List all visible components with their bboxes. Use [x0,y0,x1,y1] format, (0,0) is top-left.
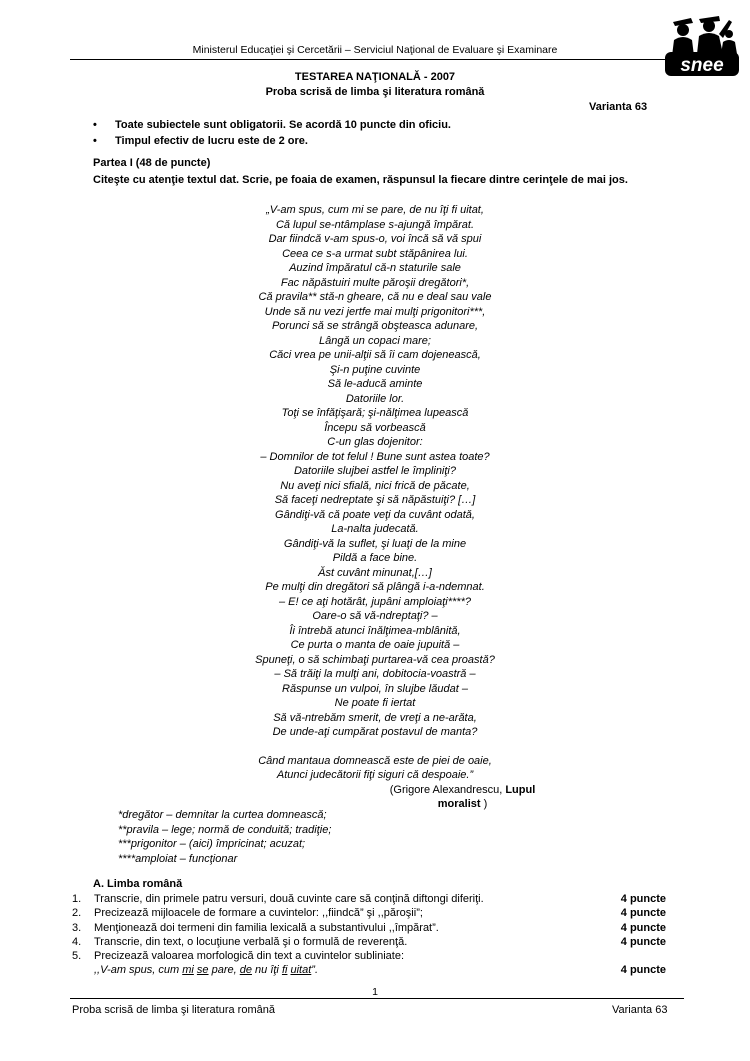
poem-line: Fac năpăstuiri multe păroşii dregători*, [280,276,470,289]
poem-line: Pildă a face bine. [332,552,418,564]
task-item [72,921,666,935]
note-item: **pravila – lege; normă de conduită; tradiţie; [118,823,332,836]
part1-heading: Partea I (48 de puncte) [93,157,211,169]
poem-text [200,203,550,812]
poem-line: Şi-n puţine cuvinte [329,363,421,376]
poem-line: Lângă un copaci mare; [319,334,431,347]
poem-line: Ăst cuvânt minunat,[…] [318,566,432,579]
author-suffix: ) [480,798,488,810]
rules-list [93,117,451,149]
poem-line: Toţi se înfăţişară; şi-nălţimea lupească [281,407,469,419]
quote-part: ,,V-am spus, cum [94,964,183,977]
underlined-word: mi [182,964,194,977]
variant-label: Varianta 63 [589,101,648,113]
task-item [72,935,666,949]
footer-divider [70,998,684,999]
poem-line: Să faceţi nedreptate şi să năpăstuiţi? […] [274,494,476,506]
quote-part: ”. [311,964,319,977]
poem-line: Oare-o să vă-ndreptaţi? – [312,610,438,622]
poem-line: De unde-aţi cumpărat postavul de manta? [272,726,478,738]
task-text: Precizează valoarea morfologică din text a cuvintelor subliniate: [94,950,404,963]
poem-ending-line: Când mantaua domnească este de piei de oaie, [258,754,492,767]
note-item: ***prigonitor – (aici) împricinat; acuzat; [118,838,306,850]
poem-line: Să le-aducă aminte [327,378,423,390]
poem-line: Să vă-ntrebăm smerit, de vreţi a ne-arăta, [273,711,477,724]
poem-title: Lupul moralist [437,783,536,810]
poem-line: Ce purta o manta de oaie jupuită – [290,639,460,651]
poem-line: Nu aveţi nici sfială, nici frică de păcate, [280,479,470,492]
footer-exam-name: Proba scrisă de limba şi literatura română [72,1004,275,1016]
poem-line: Că pravila** stă-n gheare, că nu e deal sau vale [258,291,492,303]
rule-item: • Toate subiectele sunt obligatorii. Se acordă 10 puncte din oficiu. [93,117,451,133]
author-prefix: (Grigore Alexandrescu, [389,783,506,796]
task-item [72,892,666,906]
poem-line: Unde să nu vezi jertfe mai mulţi prigonitori***, [264,305,486,318]
task-text: Precizează mijloacele de formare a cuvintelor: ,,fiindcă” şi ,,păroşii”; [94,907,423,920]
task-points: 4 puncte [620,935,666,948]
glossary-notes [118,808,331,866]
poem-ending-line: Atunci judecătorii fiţi siguri că despoaie.” [276,769,474,781]
part1-instructions: Citeşte cu atenţie textul dat. Scrie, pe foaia de examen, răspunsul la fiecare dintre cerinţele de mai jos. [93,174,628,186]
svg-text:snee: snee [680,55,724,76]
poem-line: Că lupul se-ntâmplase s-ajungă împărat. [275,218,475,231]
poem-line: Spuneţi, o să schimbaţi purtarea-vă cea proastă? [255,653,495,666]
task-number: 1. [72,893,82,905]
poem-line: Ceea ce s-a urmat subt stăpânirea lui. [282,247,468,260]
poem-line: Auzind împăratul că-n staturile sale [289,262,461,274]
note-item: *dregător – demnitar la curtea domnească; [118,809,327,821]
exam-subtitle: Proba scrisă de limba şi literatura română [265,86,485,98]
quote-part: nu îţi [251,964,282,977]
poem-line: Răspunse un vulpoi, în slujbe lăudat – [282,682,468,695]
poem-line: Ne poate fi iertat [334,697,416,709]
task-number: 2. [72,907,82,920]
poem-stanza-gap [200,740,550,754]
task-text: Menţionează doi termeni din familia lexicală a substantivului ,,împărat”. [94,921,439,934]
poem-line: Începu să vorbească [324,421,426,434]
task-list [72,892,666,978]
task-item [72,949,666,978]
poem-line: Datoriile lor. [345,392,405,405]
task-item [72,906,666,920]
exam-title: TESTAREA NAŢIONALĂ - 2007 [294,71,456,83]
task-points: 4 puncte [620,893,666,905]
task5-quote [94,963,666,977]
poem-line: Pe mulţi din dregători să plângă i-a-ndemnat. [265,581,485,593]
underlined-word: se [196,964,209,977]
poem-line: Gândiţi-vă la suflet, şi luaţi de la mine [283,537,467,550]
underlined-word: fi [281,964,288,977]
task-number: 3. [72,921,82,934]
task-number: 4. [72,935,82,948]
poem-line: „V-am spus, cum mi se pare, de nu îţi fi uitat, [266,204,484,216]
task-points: 4 puncte [620,907,666,920]
header-divider [70,59,684,60]
note-item: ****amploiat – funcţionar [118,852,238,865]
poem-line: La-nalta judecată. [331,523,419,535]
page-number: 1 [372,986,378,998]
header-ministry: Ministerul Educaţiei şi Cercetării – Serviciul Naţional de Evaluare şi Examinare [192,44,558,56]
task-points: 4 puncte [620,921,666,934]
task-points: 4 puncte [620,964,666,977]
poem-line: Dar fiindcă v-am spus-o, voi încă să vă spui [268,233,482,245]
poem-line: – E! ce aţi hotărât, jupâni amploiaţi****? [278,595,471,608]
task-number: 5. [72,950,82,963]
poem-line: Îi întrebă atunci înălţimea-mblânită, [289,624,461,637]
poem-line: – Domnilor de tot felul ! Bune sunt astea toate? [260,450,490,463]
section-a-heading: A. Limba română [93,878,183,890]
underlined-word: uitat [290,964,312,977]
poem-line: Porunci să se strângă obşteasca adunare, [271,320,479,332]
poem-line: Datoriile slujbei astfel le împliniţi? [293,465,456,477]
poem-line: C-un glas dojenitor: [327,436,423,448]
poem-line: Gândiţi-vă că poate veţi da cuvânt odată, [275,508,475,521]
task-text: Transcrie, din primele patru versuri, două cuvinte care să conţină diftongi diferiţi. [94,893,484,905]
quote-part: pare, [208,964,240,977]
rule-item: • Timpul efectiv de lucru este de 2 ore. [93,133,451,149]
footer-variant: Varianta 63 [612,1004,668,1016]
poem-line: Căci vrea pe unii-alţii să îi cam dojenească, [269,349,481,361]
poem-line: – Să trăiţi la mulţi ani, dobitocia-voastră – [274,668,476,680]
underlined-word: de [239,964,252,977]
task-text: Transcrie, din text, o locuţiune verbală şi o formulă de reverenţă. [94,935,408,948]
